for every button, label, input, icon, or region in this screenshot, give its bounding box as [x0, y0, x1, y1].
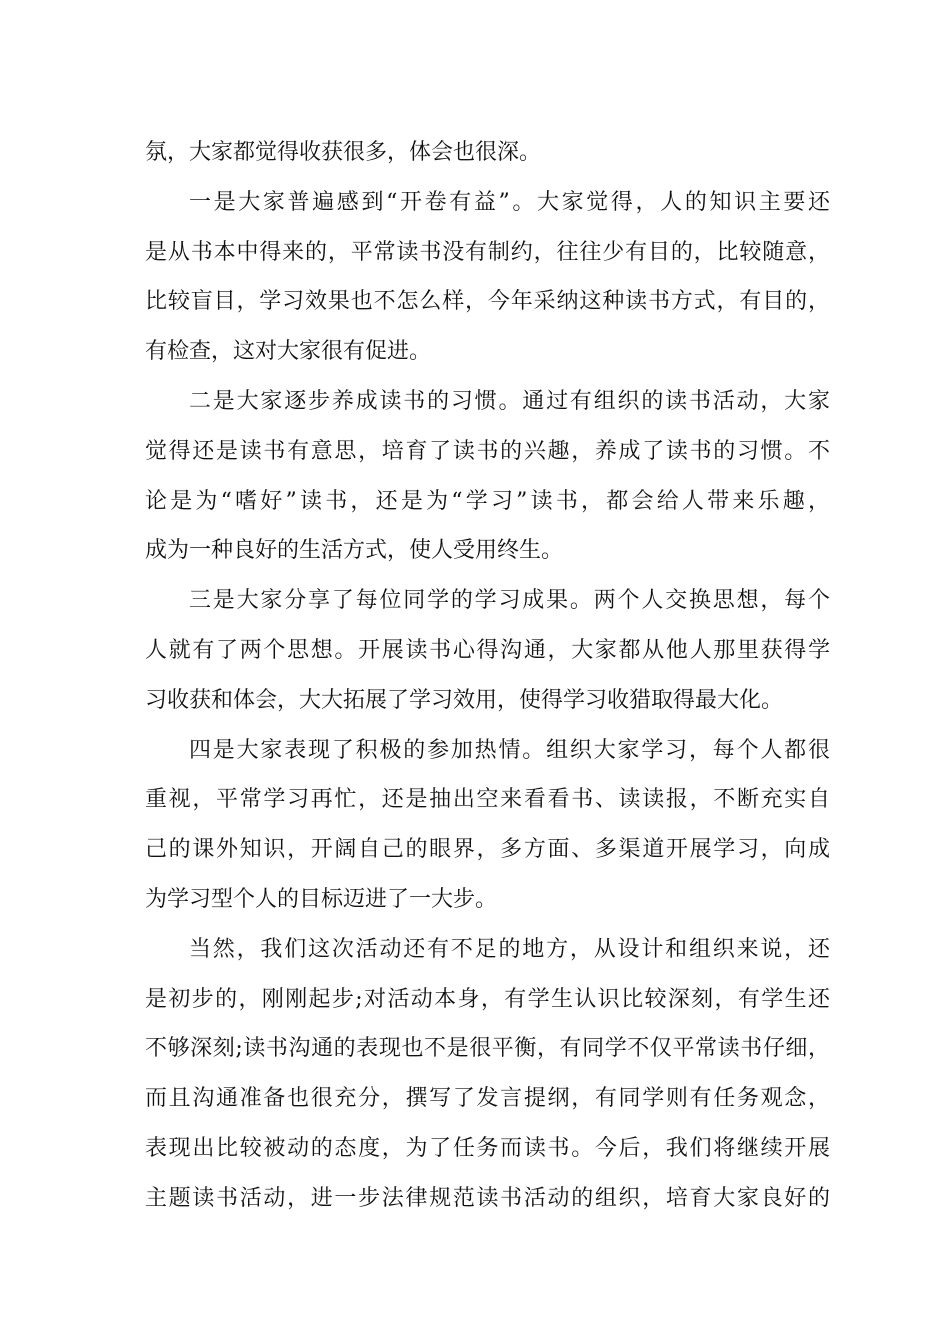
- text-line: 习收获和体会，大大拓展了学习效用，使得学习收猎取得最大化。: [145, 687, 784, 713]
- text-line: 氛，大家都觉得收获很多，体会也很深。: [145, 140, 542, 165]
- text-line: 成为一种良好的生活方式，使人受用终生。: [145, 538, 564, 564]
- text-line: 不够深刻;读书沟通的表现也不是很平衡，有同学不仅平常读书仔细，: [145, 1036, 830, 1062]
- text-line: 重视，平常学习再忙，还是抽出空来看看书、读读报，不断充实自: [145, 787, 830, 813]
- text-line: 主题读书活动，进一步法律规范读书活动的组织，培育大家良好的: [145, 1185, 830, 1211]
- text-line: 而且沟通准备也很充分，撰写了发言提纲，有同学则有任务观念，: [145, 1086, 830, 1112]
- text-line: 论是为“嗜好”读书，还是为“学习”读书，都会给人带来乐趣，: [145, 488, 830, 514]
- text-line: 己的课外知识，开阔自己的眼界，多方面、多渠道开展学习，向成: [145, 837, 830, 863]
- paragraph-first-line: 二是大家逐步养成读书的习惯。通过有组织的读书活动，大家: [189, 388, 830, 414]
- text-line: 人就有了两个思想。开展读书心得沟通，大家都从他人那里获得学: [145, 637, 830, 663]
- paragraph-first-line: 一是大家普遍感到“开卷有益”。大家觉得，人的知识主要还: [189, 189, 830, 215]
- text-line: 觉得还是读书有意思，培育了读书的兴趣，养成了读书的习惯。不: [145, 438, 830, 464]
- text-line: 是初步的，刚刚起步;对活动本身，有学生认识比较深刻，有学生还: [145, 986, 830, 1012]
- text-line: 比较盲目，学习效果也不怎么样，今年采纳这种读书方式，有目的，: [145, 289, 830, 315]
- paragraph-first-line: 当然，我们这次活动还有不足的地方，从设计和组织来说，还: [189, 936, 830, 962]
- text-line: 有检查，这对大家很有促进。: [145, 339, 432, 365]
- text-line: 表现出比较被动的态度，为了任务而读书。今后，我们将继续开展: [145, 1135, 830, 1161]
- text-line: 为学习型个人的目标迈进了一大步。: [145, 886, 498, 912]
- paragraph-first-line: 四是大家表现了积极的参加热情。组织大家学习，每个人都很: [189, 737, 830, 763]
- document-body: [145, 128, 830, 1224]
- paragraph-first-line: 三是大家分享了每位同学的学习成果。两个人交换思想，每个: [189, 588, 830, 614]
- text-line: 是从书本中得来的，平常读书没有制约，往往少有目的，比较随意，: [145, 239, 830, 265]
